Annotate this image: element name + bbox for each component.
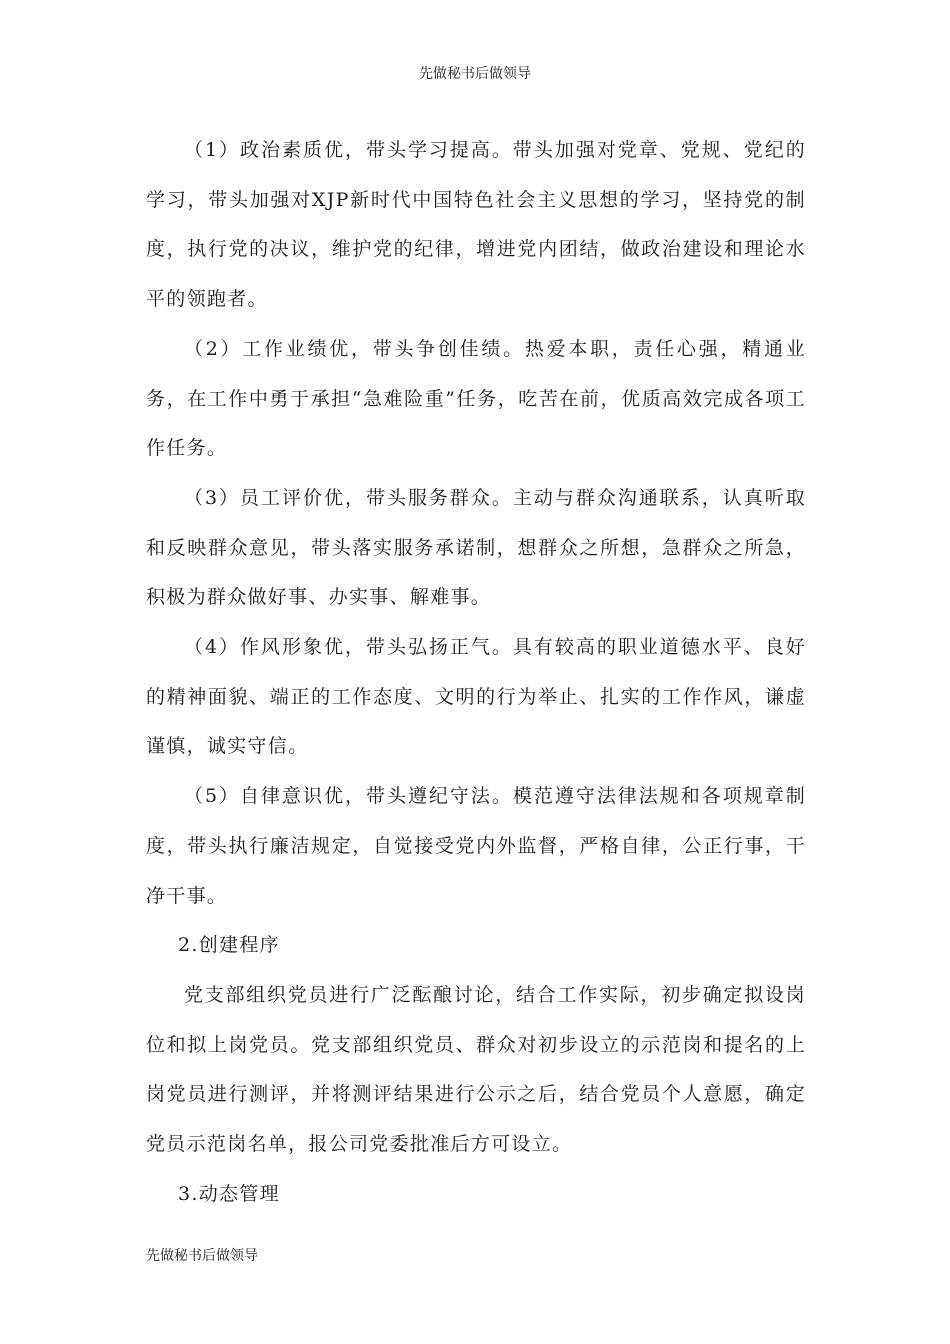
document-body bbox=[146, 126, 806, 1219]
section-heading-dynamic-management: 3.动态管理 bbox=[178, 1182, 280, 1205]
page-header: 先做秘书后做领导 bbox=[419, 66, 531, 82]
creation-procedure-paragraph: 党支部组织党员进行广泛酝酿讨论，结合工作实际，初步确定拟设岗位和拟上岗党员。党支部组织党员、群众对初步设立的示范岗和提名的上岗党员进行测评，并将测评结果进行公示之后，结合党员个人意愿，确定党员示范岗名单，报公司党委批准后方可设立。 bbox=[146, 983, 806, 1156]
criterion-1-paragraph: （1）政治素质优，带头学习提高。带头加强对党章、党规、党纪的学习，带头加强对XJP新时代中国特色社会主义思想的学习，坚持党的制度，执行党的决议，维护党的纪律，增进党内团结，做政治建设和理论水平的领跑者。 bbox=[146, 139, 806, 311]
criterion-5-paragraph: （5）自律意识优，带头遵纪守法。模范遵守法律法规和各项规章制度，带头执行廉洁规定，自觉接受党内外监督，严格自律，公正行事，干净干事。 bbox=[146, 785, 806, 907]
criterion-4-paragraph: （4）作风形象优，带头弘扬正气。具有较高的职业道德水平、良好的精神面貌、端正的工作态度、文明的行为举止、扎实的工作作风，谦虚谨慎，诚实守信。 bbox=[146, 636, 806, 758]
section-heading-creation-procedure: 2.创建程序 bbox=[178, 934, 280, 957]
criterion-2-paragraph: （2）工作业绩优，带头争创佳绩。热爱本职，责任心强，精通业务，在工作中勇于承担“急难险重”任务，吃苦在前，优质高效完成各项工作任务。 bbox=[146, 337, 806, 460]
page-footer: 先做秘书后做领导 bbox=[146, 1248, 258, 1264]
criterion-3-paragraph: （3）员工评价优，带头服务群众。主动与群众沟通联系，认真听取和反映群众意见，带头落实服务承诺制，想群众之所想，急群众之所急，积极为群众做好事、办实事、解难事。 bbox=[146, 486, 806, 609]
